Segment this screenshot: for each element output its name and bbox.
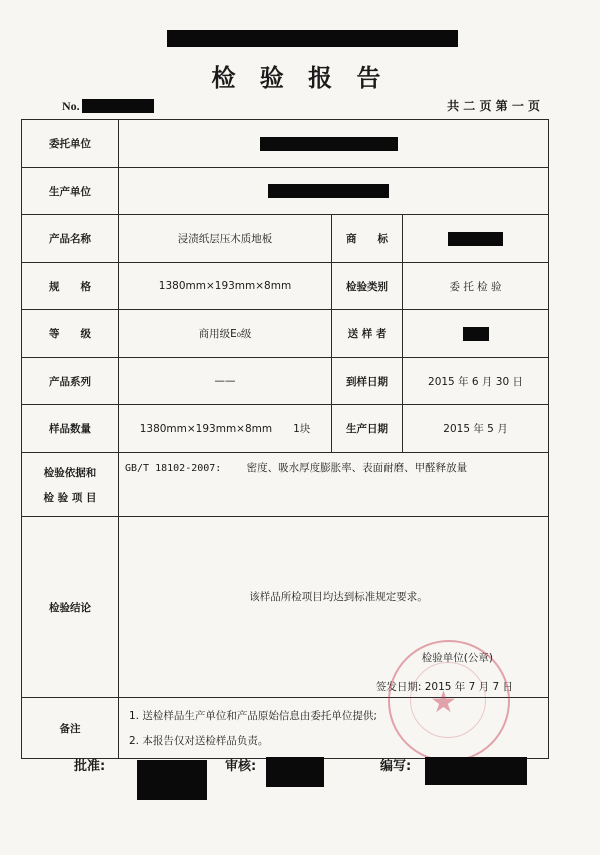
product-name-value: 浸渍纸层压木质地板 bbox=[119, 215, 332, 263]
product-name-label: 产品名称 bbox=[22, 215, 119, 263]
sample-qty-value: 1380mm×193mm×8mm 1块 bbox=[119, 405, 332, 453]
remarks-label: 备注 bbox=[22, 698, 119, 759]
conclusion-text: 该样品所检项目均达到标准规定要求。 bbox=[249, 591, 428, 603]
basis-items: 密度、吸水厚度膨胀率、表面耐磨、甲醛释放量 bbox=[246, 462, 468, 474]
remark-1: 1. 送检样品生产单位和产品原始信息由委托单位提供; bbox=[129, 710, 377, 722]
basis-standard: GB/T 18102-2007: bbox=[125, 463, 222, 474]
sample-qty-label: 样品数量 bbox=[22, 405, 119, 453]
table-row bbox=[22, 168, 549, 215]
table-row bbox=[22, 310, 549, 358]
redacted-manufacturer bbox=[268, 184, 389, 198]
conclusion-label: 检验结论 bbox=[22, 517, 119, 698]
spec-label: 规 格 bbox=[22, 263, 119, 310]
manufacturer-value bbox=[119, 168, 549, 215]
basis-label-line-2: 检 验 项 目 bbox=[43, 491, 97, 504]
redacted-institution-name bbox=[167, 30, 458, 47]
report-title: 检 验 报 告 bbox=[211, 63, 389, 92]
table-row bbox=[22, 263, 549, 310]
page-info: 共 二 页 第 一 页 bbox=[447, 99, 540, 113]
client-value bbox=[119, 120, 549, 168]
redacted-trademark bbox=[448, 232, 503, 246]
seal-star-icon: ★ bbox=[430, 685, 457, 720]
table-row bbox=[22, 358, 549, 405]
basis-value bbox=[119, 453, 549, 517]
spec-value: 1380mm×193mm×8mm bbox=[119, 263, 332, 310]
table-row bbox=[22, 215, 549, 263]
redacted-client bbox=[260, 137, 398, 151]
series-value: —— bbox=[119, 358, 332, 405]
inspection-type-label: 检验类别 bbox=[332, 263, 403, 310]
table-row bbox=[22, 453, 549, 517]
redacted-report-number bbox=[82, 99, 154, 113]
table-row bbox=[22, 405, 549, 453]
manufacturer-label: 生产单位 bbox=[22, 168, 119, 215]
inspection-type-value: 委 托 检 验 bbox=[403, 263, 549, 310]
trademark-label: 商 标 bbox=[332, 215, 403, 263]
redacted-reviewer-signature bbox=[266, 757, 324, 787]
grade-value: 商用级E₀级 bbox=[119, 310, 332, 358]
basis-label-line-1: 检验依据和 bbox=[43, 466, 97, 479]
redacted-compiler-signature bbox=[425, 757, 527, 785]
compile-label: 编写: bbox=[380, 759, 412, 774]
trademark-value bbox=[403, 215, 549, 263]
basis-label bbox=[22, 453, 119, 517]
production-date-label: 生产日期 bbox=[332, 405, 403, 453]
issue-date: 签发日期: 2015 年 7 月 7 日 bbox=[375, 681, 513, 693]
sender-value bbox=[403, 310, 549, 358]
redacted-sender bbox=[463, 327, 489, 341]
series-label: 产品系列 bbox=[22, 358, 119, 405]
review-label: 审核: bbox=[225, 759, 257, 774]
client-label: 委托单位 bbox=[22, 120, 119, 168]
grade-label: 等 级 bbox=[22, 310, 119, 358]
sender-label: 送 样 者 bbox=[332, 310, 403, 358]
remark-2: 2. 本报告仅对送检样品负责。 bbox=[129, 735, 269, 747]
arrival-date-value: 2015 年 6 月 30 日 bbox=[403, 358, 549, 405]
approve-label: 批准: bbox=[74, 759, 106, 774]
redacted-approver-signature bbox=[137, 760, 207, 800]
table-row bbox=[22, 120, 549, 168]
report-number-label: No. bbox=[62, 99, 80, 113]
arrival-date-label: 到样日期 bbox=[332, 358, 403, 405]
issuing-unit: 检验单位(公章) bbox=[421, 652, 493, 664]
production-date-value: 2015 年 5 月 bbox=[403, 405, 549, 453]
